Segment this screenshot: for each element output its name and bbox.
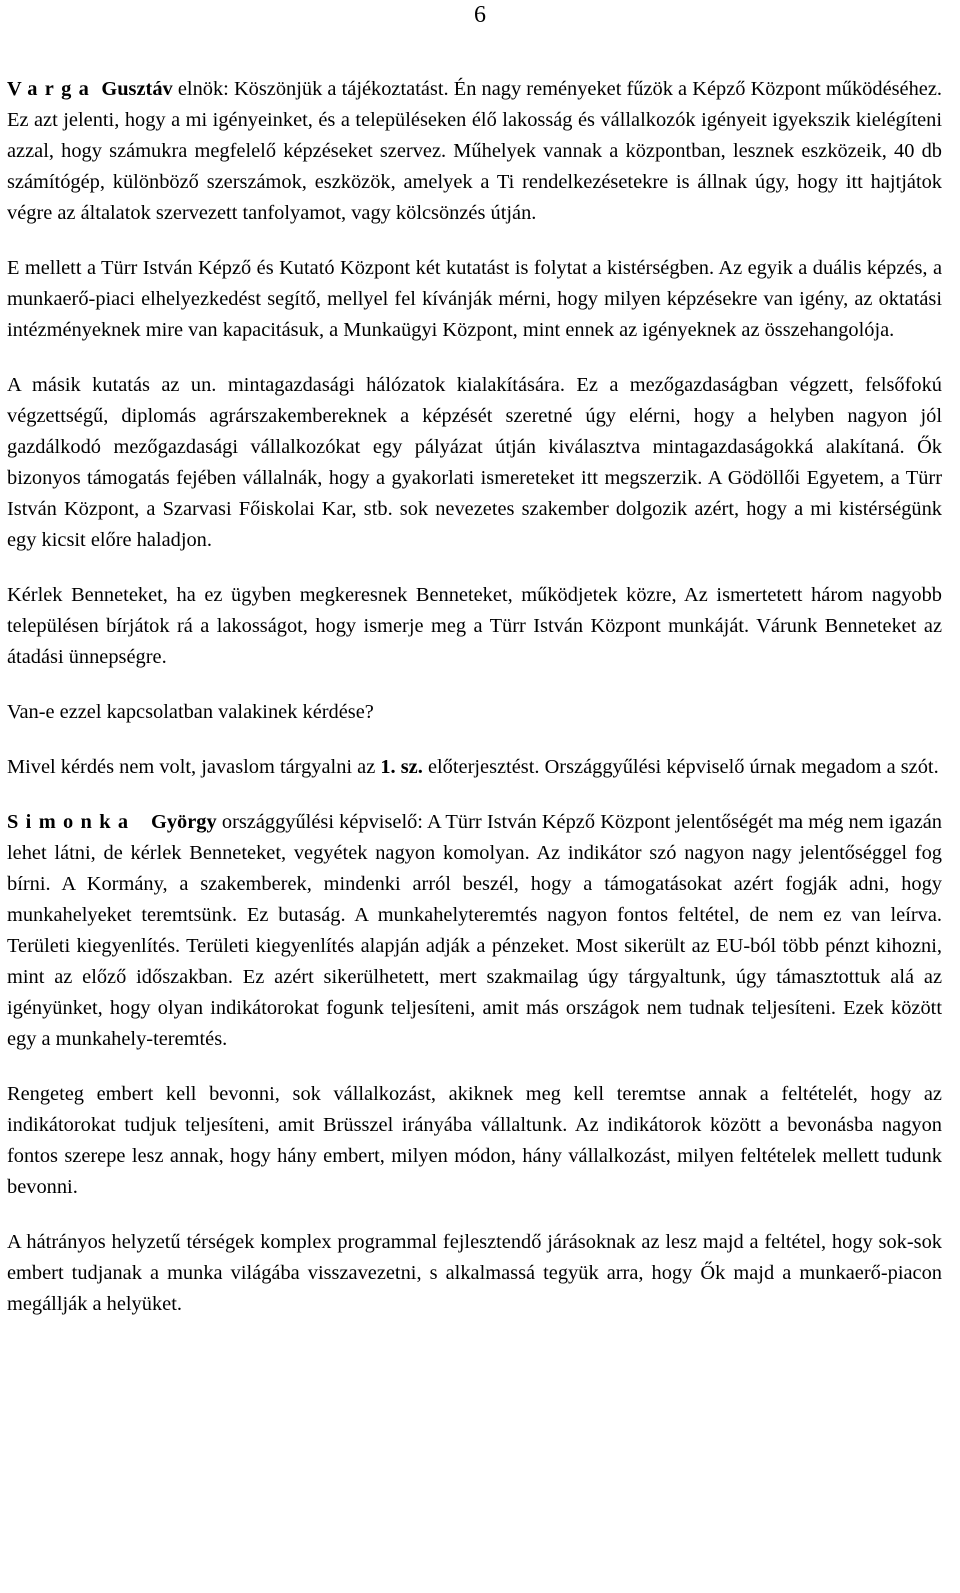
agenda-item-number: 1. sz. <box>380 756 423 778</box>
paragraph-agenda <box>7 752 942 783</box>
paragraph-disadvantaged-regions: A hátrányos helyzetű térségek komplex programmal fejlesztendő járásoknak az lesz majd a feltétel, hogy sok-sok embert tudjanak a munka világába visszavezetni, s alkalmassá tegyük arra, hogy Ők majd a munkaerő-piacon megállják a helyüket. <box>7 1231 942 1315</box>
paragraph-text: Mivel kérdés nem volt, javaslom tárgyalni az <box>7 756 381 778</box>
paragraph-varga <box>7 74 942 229</box>
paragraph-text: országgyűlési képviselő: A Türr István Képző Központ jelentőségét ma még nem igazán lehet látni, de kérlek Benneteket, vegyétek nagyon komolyan. Az indikátor szó nagyon nagy jelentőséggel fog bírni. A Kormány, a szakemberek, mindenki arról beszél, hogy a támogatásokat azért fogják adni, hogy munkahelyeket teremtsünk. Ez butaság. A munkahelyteremtés nagyon fontos feltétel, de nem ez van leírva. Területi kiegyenlítés. Területi kiegyenlítés alapján adják a pénzeket. Most sikerült az EU-ból több pénzt kihozni, mint az előző időszakban. Ez azért sikerülhetett, mert szakmailag úgy tárgyaltunk, úgy támasztottuk alá az igényünket, hogy olyan indikátorokat fogunk teljesíteni, amit más országok nem tudnak teljesíteni. Ezek között egy a munkahely-teremtés. <box>7 811 942 1050</box>
speaker-surname: Varga <box>7 78 97 100</box>
page-number: 6 <box>474 2 486 28</box>
paragraph-involvement: Rengeteg embert kell bevonni, sok vállalkozást, akiknek meg kell teremtse annak a feltételét, hogy az indikátorokat tudjuk teljesíteni, amit Brüsszel irányába vállaltunk. Az indikátorok között a bevonásba nagyon fontos szerepe lesz annak, hogy hány embert, milyen módon, hány vállalkozást, milyen feltételek mellett tudunk bevonni. <box>7 1083 942 1198</box>
paragraph-simonka <box>7 807 942 1055</box>
paragraph-second-research: A másik kutatás az un. mintagazdasági hálózatok kialakítására. Ez a mezőgazdaságban végzett, felsőfokú végzettségű, diplomás agrárszakembereknek a képzését szeretné úgy elérni, hogy a helyben nagyon jól gazdálkodó mezőgazdasági vállalkozókat egy pályázat útján kiválasztva mintagazdaságokká alakítaná. Ők bizonyos támogatás fejében vállalnák, hogy a gyakorlati ismereteket itt megszerzik. A Gödöllői Egyetem, a Türr István Központ, a Szarvasi Főiskolai Kar, stb. sok nevezetes szakember dolgozik azért, hogy a mi kistérségünk egy kicsit előre haladjon. <box>7 374 942 551</box>
paragraph-question: Van-e ezzel kapcsolatban valakinek kérdése? <box>7 701 374 723</box>
paragraph-research-intro: E mellett a Türr István Képző és Kutató Központ két kutatást is folytat a kistérségben. Az egyik a duális képzés, a munkaerő-piaci elhelyezkedést segítő, mellyel fel kívánják mérni, hogy milyen képzésekre van igény, az oktatási intézményeknek mire van kapacitásuk, a Munkaügyi Központ, mint ennek az igényeknek az összehangolója. <box>7 257 942 341</box>
document-body <box>7 74 942 1344</box>
speaker-firstname: György <box>151 811 217 833</box>
paragraph-text: előterjesztést. Országgyűlési képviselő úrnak megadom a szót. <box>422 756 939 778</box>
paragraph-request: Kérlek Benneteket, ha ez ügyben megkeresnek Benneteket, működjetek közre, Az ismertetett három nagyobb településen bírjátok rá a lakosságot, hogy ismerje meg a Türr István Központ munkáját. Várunk Benneteket az átadási ünnepségre. <box>7 584 942 668</box>
paragraph-text: elnök: Köszönjük a tájékoztatást. Én nagy reményeket fűzök a Képző Központ működéséhez. Ez azt jelenti, hogy a mi igényeinket, és a településeken élő lakosság és vállalkozók igényeit igyekszik kielégíteni azzal, hogy számukra megfelelő képzéseket szervez. Műhelyek vannak a központban, lesznek eszközeik, 40 db számítógép, különböző szerszámok, eszközök, amelyek a Ti rendelkezésetekre is állnak úgy, hogy itt hajtjátok végre az általatok szervezett tanfolyamot, vagy kölcsönzés útján. <box>7 78 943 224</box>
speaker-firstname: Gusztáv <box>101 78 173 100</box>
speaker-surname: Simonka <box>7 811 136 833</box>
